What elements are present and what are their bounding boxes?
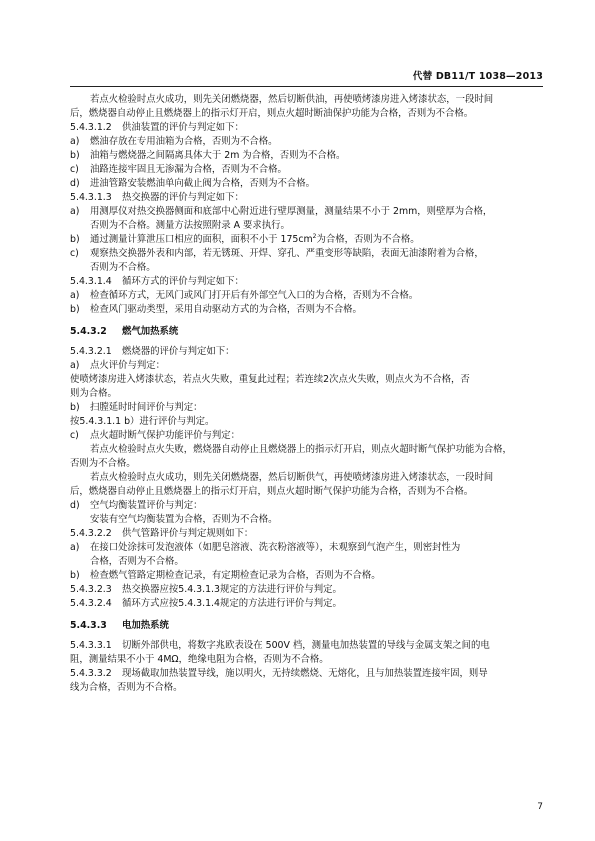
list-item: b) 扫膛延时时间评价与判定： xyxy=(70,402,203,413)
page-content xyxy=(70,93,543,695)
paragraph-line: 后，燃烧器自动停止且燃烧器上的指示灯开启，则点火超时断气保护功能为合格，否则为不合格。 xyxy=(70,486,474,497)
document-code: 代替 DB11/T 1038—2013 xyxy=(412,71,543,82)
list-item: b) 油箱与燃烧器之间隔离具体大于 2m 为合格，否则为不合格。 xyxy=(70,150,346,161)
clause-5-4-3-2-2: 5.4.3.2.2 供气管路评价与判定规则如下： xyxy=(70,528,254,539)
list-item: b) 通过测量计算泄压口相应的面积，面积不小于 $175cm^2$为合格，否则为不合格。 xyxy=(70,232,420,245)
paragraph-line: 使喷烤漆房进入烤漆状态，若点火失败，重复此过程；若连续2次点火失败，则点火为不合格，否 xyxy=(70,374,470,385)
paragraph-line: 则为合格。 xyxy=(70,388,117,399)
list-item: d) 空气均衡装置评价与判定： xyxy=(70,500,203,511)
paragraph-line: 若点火检验时点火成功，则先关闭燃烧器，然后切断供油，再使喷烤漆房进入烤漆状态，一段时间 xyxy=(90,94,494,105)
list-item: a) 检查循环方式，无风门或风门打开后有外部空气入口的为合格，否则为不合格。 xyxy=(70,290,419,301)
list-item: b) 检查风门驱动类型，采用自动驱动方式的为合格，否则为不合格。 xyxy=(70,304,362,315)
paragraph-line: 若点火检验时点火失败，燃烧器自动停止且燃烧器上的指示灯开启，则点火超时断气保护功能为合格， xyxy=(90,444,512,455)
list-item: a) 在接口处涂抹可发泡液体（如肥皂溶液、洗衣粉溶液等），未观察到气泡产生，则密封性为 合格，否则为不合格。 xyxy=(70,542,461,567)
paragraph-line: 按5.4.3.1.1 b）进行评价与判定。 xyxy=(70,416,215,427)
list-item: d) 进油管路安装燃油单向截止阀为合格，否则为不合格。 xyxy=(70,178,316,189)
clause-5-4-3-1-2: 5.4.3.1.2 供油装置的评价与判定如下： xyxy=(70,122,244,133)
header-rule xyxy=(70,86,543,87)
list-item: c) 点火超时断气保护功能评价与判定： xyxy=(70,430,241,441)
paragraph-line: 阻，测量结果不小于 4MΩ，绝缘电阻为合格，否则为不合格。 xyxy=(70,654,329,665)
clause-5-4-3-1-4: 5.4.3.1.4 循环方式的评价与判定如下： xyxy=(70,276,244,287)
clause-5-4-3-3-2: 5.4.3.3.2 现场截取加热装置导线，施以明火，无持续燃烧、无熔化，且与加热装置连接牢固，则导 xyxy=(70,668,488,679)
list-item: b) 检查燃气管路定期检查记录，有定期检查记录为合格，否则为不合格。 xyxy=(70,570,381,581)
clause-5-4-3-2-1: 5.4.3.2.1 燃烧器的评价与判定如下： xyxy=(70,346,235,357)
paragraph-line: 安装有空气均衡装置为合格，否则为不合格。 xyxy=(90,514,278,525)
clause-5-4-3-2-4: 5.4.3.2.4 循环方式应按5.4.3.1.4规定的方法进行评价与判定。 xyxy=(70,598,342,609)
clause-5-4-3-2-3: 5.4.3.2.3 热交换器应按5.4.3.1.3规定的方法进行评价与判定。 xyxy=(70,584,342,595)
section-heading-electric-heating: 5.4.3.3 电加热系统 xyxy=(70,620,169,631)
list-item: a) 点火评价与判定： xyxy=(70,360,166,371)
list-item: c) 油路连接牢固且无渗漏为合格，否则为不合格。 xyxy=(70,164,287,175)
list-item: a) 用测厚仪对热交换器侧面和底部中心附近进行壁厚测量，测量结果不小于 2mm，则壁厚为合格， 否则为不合格。测量方法按照附录 A 要求执行。 xyxy=(70,206,493,231)
paragraph-line: 否则为不合格。 xyxy=(70,458,136,469)
clause-5-4-3-1-3: 5.4.3.1.3 热交换器的评价与判定如下： xyxy=(70,192,244,203)
page-number: 7 xyxy=(537,802,543,812)
paragraph-line: 若点火检验时点火成功，则先关闭燃烧器，然后切断供气，再使喷烤漆房进入烤漆状态，一段时间 xyxy=(90,472,494,483)
list-item: a) 燃油存放在专用油箱为合格，否则为不合格。 xyxy=(70,136,278,147)
paragraph-line: 后，燃烧器自动停止且燃烧器上的指示灯开启，则点火超时断油保护功能为合格，否则为不合格。 xyxy=(70,108,474,119)
clause-5-4-3-3-1: 5.4.3.3.1 切断外部供电，将数字兆欧表设在 500V 档，测量电加热装置的导线与金属支架之间的电 xyxy=(70,640,490,651)
section-heading-gas-heating: 5.4.3.2 燃气加热系统 xyxy=(70,326,179,337)
list-item: c) 观察热交换器外表和内部，若无锈斑、开焊、穿孔、严重变形等缺陷，表面无油漆附着为合格， 否则为不合格。 xyxy=(70,248,484,273)
paragraph-line: 线为合格，否则为不合格。 xyxy=(70,682,183,693)
